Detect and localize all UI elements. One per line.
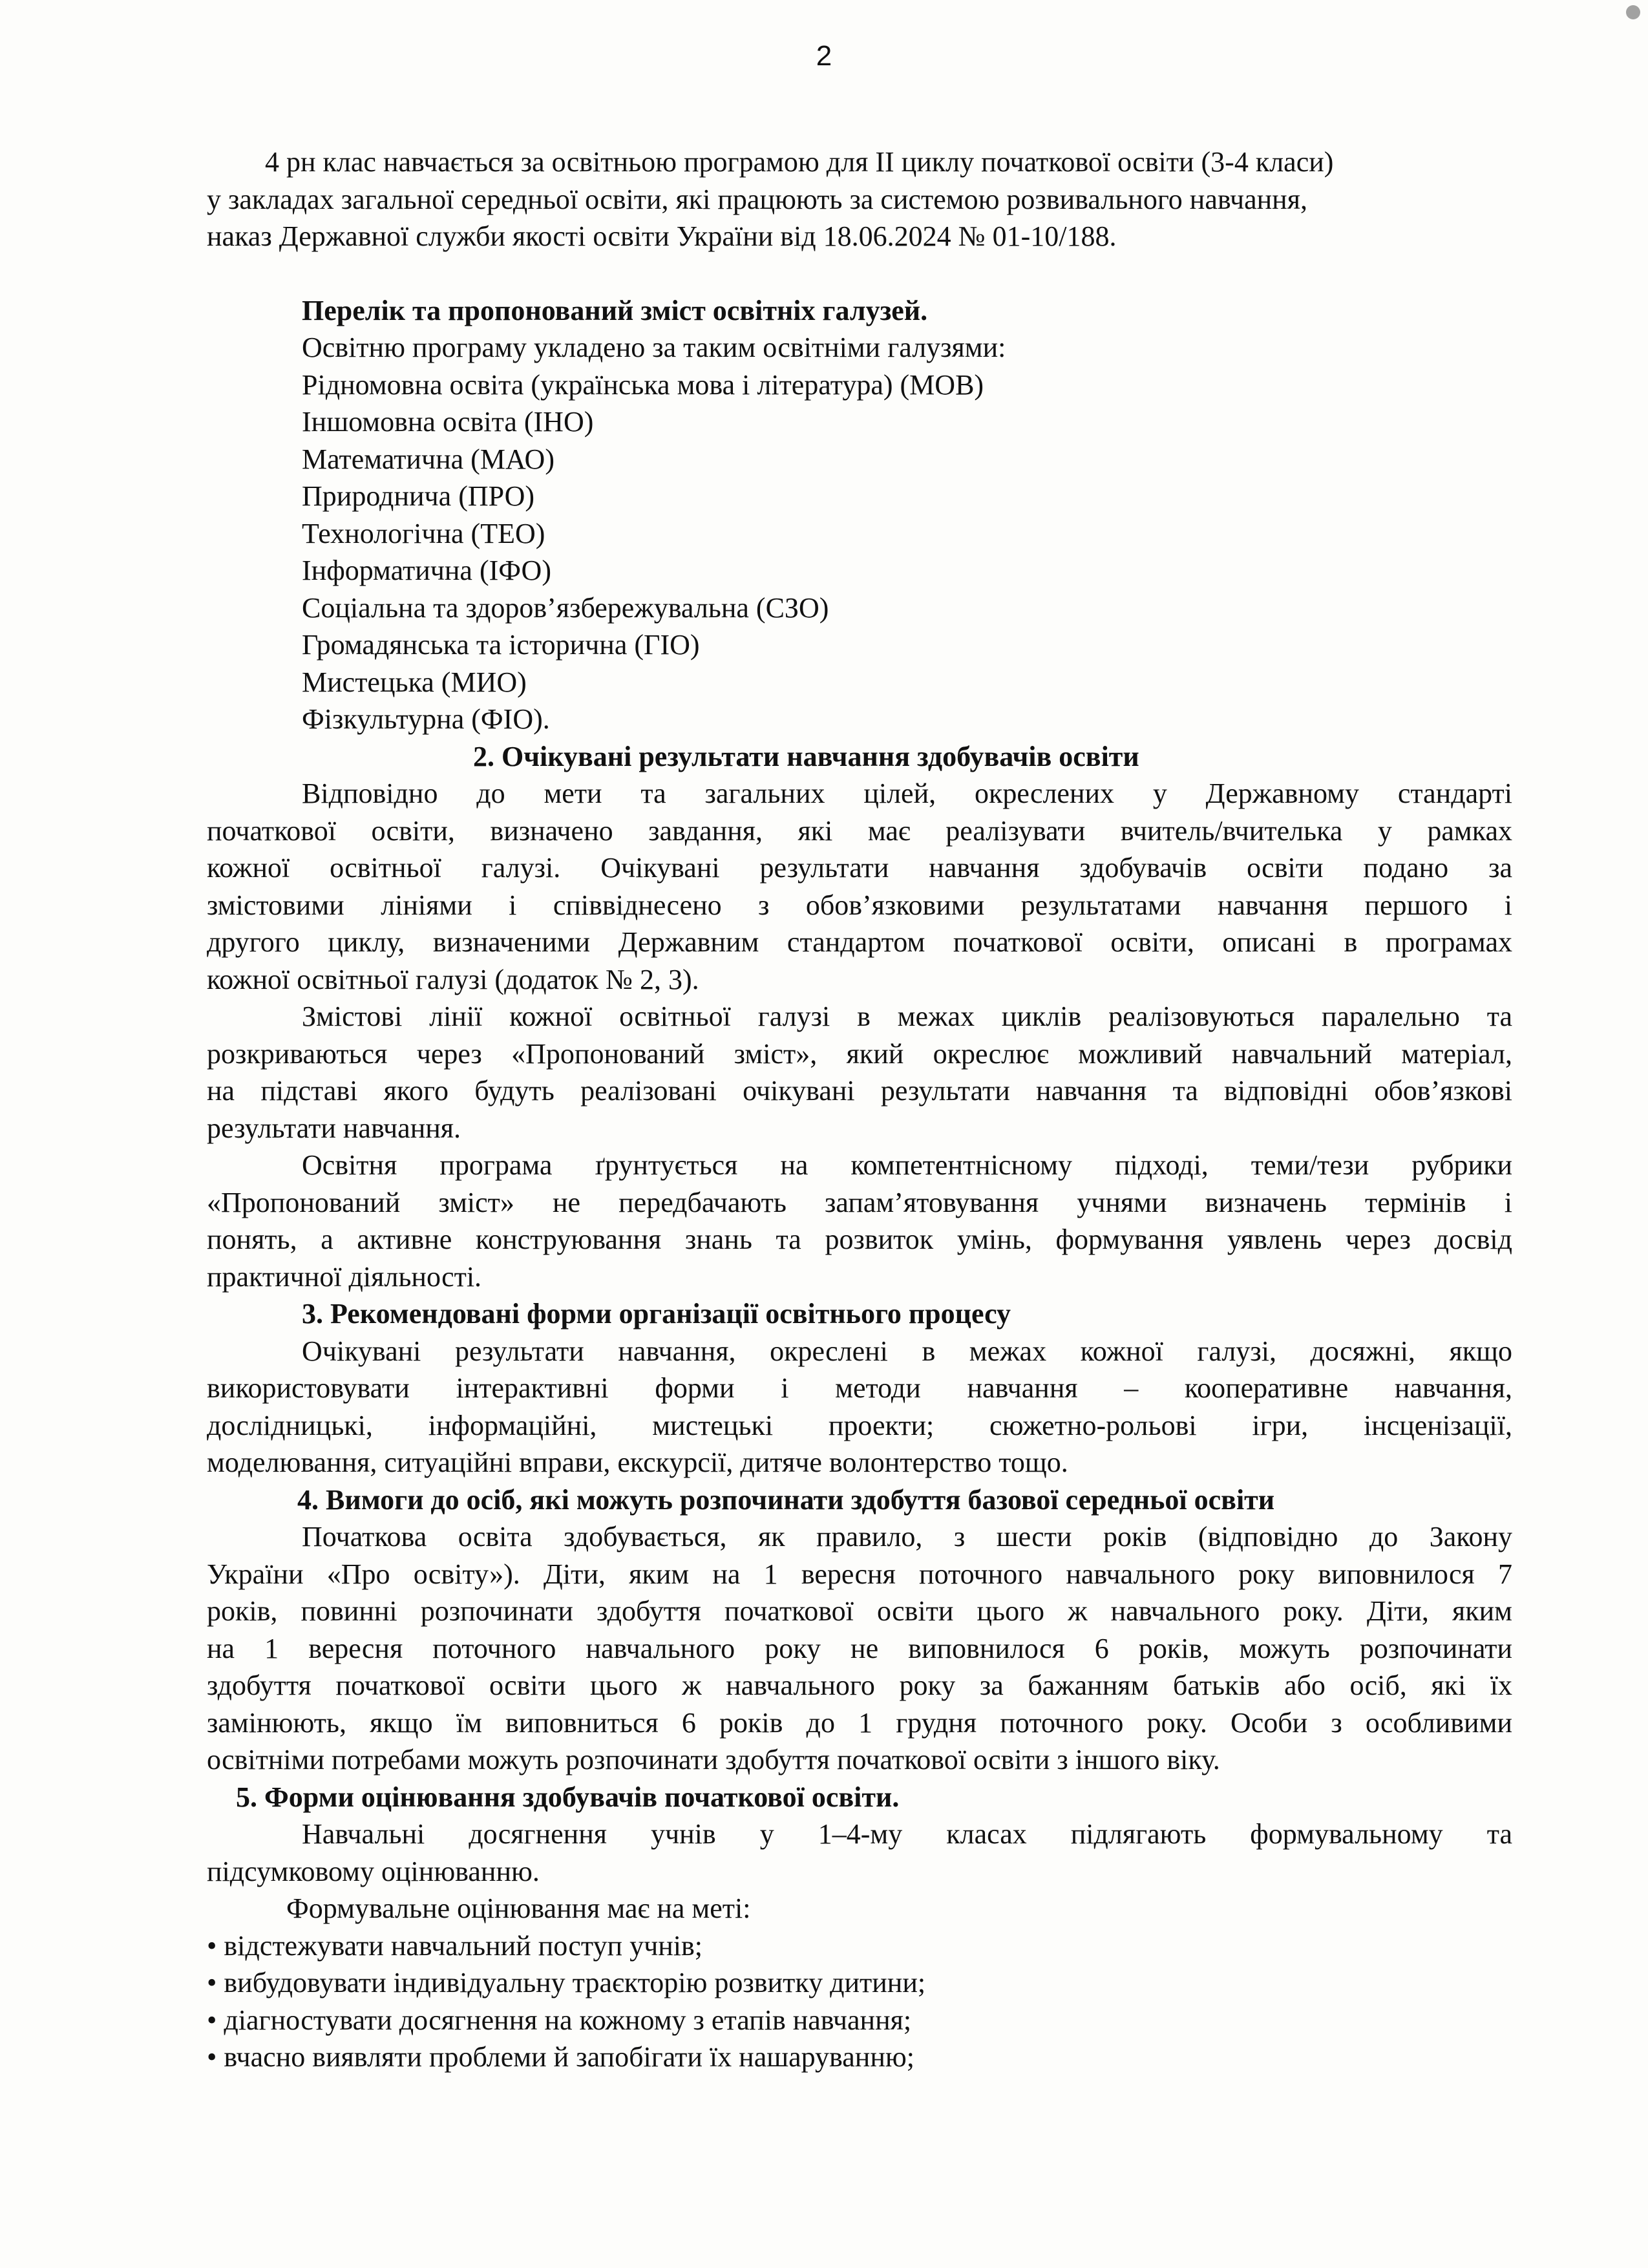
list-item: Іншомовна освіта (ІНО) [302,406,594,438]
paragraph-line: дослідницькі, інформаційні, мистецькі проекти; сюжетно-рольові ігри, інсценізації, [207,1409,1512,1441]
paragraph-line: Змістові лінії кожної освітньої галузі в межах циклів реалізовуються паралельно та [302,1001,1512,1032]
document-body [207,143,1512,2076]
paragraph-line: кожної освітньої галузі (додаток № 2, 3). [207,963,699,995]
section-5-paragraph-1 [207,1816,1512,1890]
paragraph-line: Навчальні досягнення учнів у 1–4-му класах підлягають формувальному та [302,1818,1512,1850]
bullet-list [207,1927,1512,2076]
paragraph-line: Початкова освіта здобувається, як правило, з шести років (відповідно до Закону [302,1521,1512,1553]
section-2-paragraph-1 [207,775,1512,998]
paragraph-line: початкової освіти, визначено завдання, які має реалізувати вчитель/вчителька у рамках [207,814,1512,847]
paragraph-line: моделювання, ситуаційні вправи, екскурсії, дитяче волонтерство тощо. [207,1447,1068,1478]
paragraph-line: використовувати інтерактивні форми і методи навчання – кооперативне навчання, [207,1372,1512,1404]
paragraph-line: на 1 вересня поточного навчального року не виповнилося 6 років, можуть розпочинати [207,1632,1512,1664]
section-2-paragraph-3 [207,1147,1512,1295]
bullet-item: • діагностувати досягнення на кожному з етапів навчання; [207,2004,912,2036]
list-item: Соціальна та здоров’язбережувальна (СЗО) [302,591,829,624]
paragraph-line: понять, а активне конструювання знань та розвиток умінь, формування уявлень через досвід [207,1224,1512,1255]
paragraph-line: другого циклу, визначеними Державним стандартом початкової освіти, описані в програмах [207,926,1512,958]
intro-line: наказ Державної служби якості освіти України від 18.06.2024 № 01-10/188. [207,220,1117,252]
list-item: Рідномовна освіта (українська мова і література) (МОВ) [302,368,984,401]
section-5-heading: 5. Форми оцінювання здобувачів початкової освіти. [236,1781,900,1813]
section-1 [207,292,1512,738]
section-5-paragraph-2: Формувальне оцінювання має на меті: [286,1892,751,1924]
list-item: Громадянська та історична (ГІО) [302,629,700,661]
list-item: Інформатична (ІФО) [302,555,551,586]
paragraph-line: змістовими лініями і співвіднесено з обов’язковими результатами навчання першого і [207,889,1512,921]
paragraph-line: підсумковому оцінюванню. [207,1855,540,1887]
paragraph-line: практичної діяльності. [207,1260,482,1293]
paragraph-line: Очікувані результати навчання, окреслені в межах кожної галузі, досяжні, якщо [302,1335,1512,1367]
paragraph-line: Освітня програма ґрунтується на компетентнісному підході, теми/тези рубрики [302,1149,1512,1181]
section-4-paragraph-1 [207,1518,1512,1779]
paragraph-line: на підставі якого будуть реалізовані очікувані результати навчання та відповідні обов’язкові [207,1075,1512,1107]
list-item: Технологічна (ТЕО) [302,517,545,549]
section-1-lead: Освітню програму укладено за таким освітніми галузями: [302,332,1006,363]
section-2-paragraph-2 [207,998,1512,1147]
section-4-heading: 4. Вимоги до осіб, які можуть розпочинати здобуття базової середньої освіти [297,1483,1275,1516]
paragraph-line: замінюють, якщо їм виповниться 6 років до 1 грудня поточного року. Особи з особливими [207,1706,1512,1739]
scan-speck [1626,5,1640,19]
paragraph-line: освітніми потребами можуть розпочинати здобуття початкової освіти з іншого віку. [207,1744,1220,1775]
section-1-heading: Перелік та пропонований зміст освітніх галузей. [302,294,928,326]
section-3-paragraph-1 [207,1333,1512,1481]
intro-line: у закладах загальної середньої освіти, які працюють за системою розвивального навчання, [207,183,1307,215]
section-2-heading: 2. Очікувані результати навчання здобувачів освіти [473,740,1139,772]
paragraph-line: здобуття початкової освіти цього ж навчального року за бажанням батьків або осіб, які їх [207,1669,1512,1701]
bullet-item: • вчасно виявляти проблеми й запобігати їх нашаруванню; [207,2041,914,2073]
list-item: Природнича (ПРО) [302,480,535,512]
paragraph-line: результати навчання. [207,1112,461,1144]
bullet-item: • вибудовувати індивідуальну траєкторію розвитку дитини; [207,1967,926,1998]
paragraph-line: розкриваються через «Пропонований зміст», який окреслює можливий навчальний матеріал, [207,1037,1512,1070]
paragraph-line: Відповідно до мети та загальних цілей, окреслених у Державному стандарті [302,778,1512,809]
intro-line: 4 рн клас навчається за освітньою програмою для ІІ циклу початкової освіти (3-4 класи) [265,146,1334,178]
page-number: 2 [816,40,832,72]
paragraph-line: років, повинні розпочинати здобуття початкової освіти цього ж навчального року. Діти, яким [207,1595,1512,1627]
list-item: Фізкультурна (ФІО). [302,703,550,735]
paragraph-line: «Пропонований зміст» не передбачають запам’ятовування учнями визначень термінів і [207,1186,1512,1218]
bullet-item: • відстежувати навчальний поступ учнів; [207,1929,703,1962]
paragraph-line: кожної освітньої галузі. Очікувані результати навчання здобувачів освіти подано за [207,852,1512,884]
section-3-heading: 3. Рекомендовані форми організації освітнього процесу [302,1298,1011,1330]
list-item: Математична (МАО) [302,443,555,475]
list-item: Мистецька (МИО) [302,666,527,698]
paragraph-line: України «Про освіту»). Діти, яким на 1 вересня поточного навчального року виповнилося 7 [207,1558,1512,1590]
